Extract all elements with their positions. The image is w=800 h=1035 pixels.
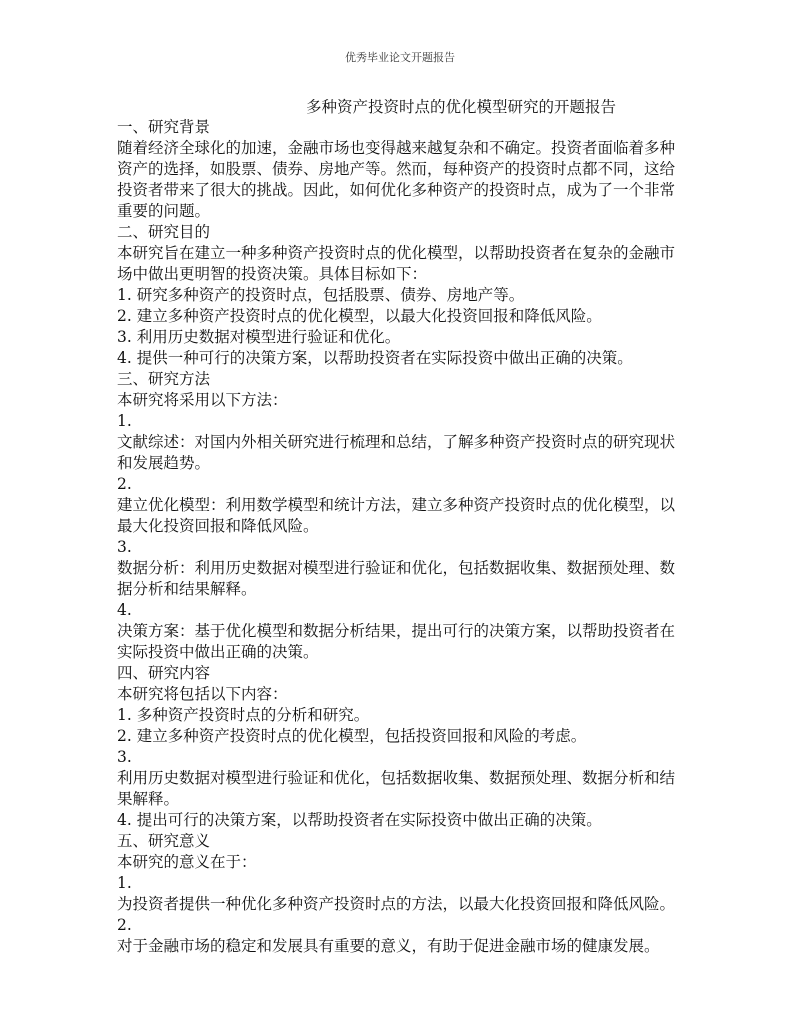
list-number: 1.	[117, 874, 132, 892]
section-heading: 二、研究目的	[117, 223, 211, 241]
paragraph-line: 和发展趋势。	[117, 454, 211, 472]
paragraph-line: 文献综述：对国内外相关研究进行梳理和总结，了解多种资产投资时点的研究现状	[117, 433, 676, 451]
paragraph-line: 数据分析：利用历史数据对模型进行验证和优化，包括数据收集、数据预处理、数	[117, 559, 676, 577]
paragraph-line: 为投资者提供一种优化多种资产投资时点的方法，以最大化投资回报和降低风险。	[117, 895, 676, 913]
paragraph-line: 据分析和结果解释。	[117, 580, 257, 598]
paragraph-line: 利用历史数据对模型进行验证和优化，包括数据收集、数据预处理、数据分析和结	[117, 769, 676, 787]
paragraph-line: 最大化投资回报和降低风险。	[117, 517, 319, 535]
paragraph-line: 本研究将包括以下内容：	[117, 685, 288, 703]
list-item: 2. 建立多种资产投资时点的优化模型，包括投资回报和风险的考虑。	[117, 727, 587, 745]
section-heading: 三、研究方法	[117, 370, 211, 388]
document-title: 多种资产投资时点的优化模型研究的开题报告	[306, 98, 617, 116]
list-item: 4. 提供一种可行的决策方案，以帮助投资者在实际投资中做出正确的决策。	[117, 349, 633, 367]
paragraph-line: 投资者带来了很大的挑战。因此，如何优化多种资产的投资时点，成为了一个非常	[117, 181, 676, 199]
paragraph-line: 重要的问题。	[117, 202, 211, 220]
paragraph-line: 本研究将采用以下方法：	[117, 391, 288, 409]
paragraph-line: 实际投资中做出正确的决策。	[117, 643, 319, 661]
section-heading: 五、研究意义	[117, 832, 211, 850]
paragraph-line: 果解释。	[117, 790, 180, 808]
list-number: 3.	[117, 748, 132, 766]
paragraph-line: 本研究的意义在于：	[117, 853, 257, 871]
section-heading: 一、研究背景	[117, 118, 211, 136]
list-number: 3.	[117, 538, 132, 556]
list-item: 2. 建立多种资产投资时点的优化模型，以最大化投资回报和降低风险。	[117, 307, 602, 325]
paragraph-line: 决策方案：基于优化模型和数据分析结果，提出可行的决策方案，以帮助投资者在	[117, 622, 676, 640]
list-item: 1. 研究多种资产的投资时点，包括股票、债券、房地产等。	[117, 286, 525, 304]
page-header: 优秀毕业论文开题报告	[345, 51, 455, 64]
paragraph-line: 建立优化模型：利用数学模型和统计方法，建立多种资产投资时点的优化模型，以	[117, 496, 676, 514]
list-number: 1.	[117, 412, 132, 430]
list-item: 3. 利用历史数据对模型进行验证和优化。	[117, 328, 401, 346]
paragraph-line: 对于金融市场的稳定和发展具有重要的意义，有助于促进金融市场的健康发展。	[117, 937, 660, 955]
list-item: 4. 提出可行的决策方案，以帮助投资者在实际投资中做出正确的决策。	[117, 811, 602, 829]
list-item: 1. 多种资产投资时点的分析和研究。	[117, 706, 370, 724]
document-body	[117, 117, 685, 957]
list-number: 2.	[117, 475, 132, 493]
paragraph-line: 随着经济全球化的加速，金融市场也变得越来越复杂和不确定。投资者面临着多种	[117, 139, 676, 157]
list-number: 4.	[117, 601, 132, 619]
paragraph-line: 本研究旨在建立一种多种资产投资时点的优化模型，以帮助投资者在复杂的金融市	[117, 244, 676, 262]
paragraph-line: 场中做出更明智的投资决策。具体目标如下：	[117, 265, 428, 283]
list-number: 2.	[117, 916, 132, 934]
paragraph-line: 资产的选择，如股票、债券、房地产等。然而，每种资产的投资时点都不同，这给	[117, 160, 676, 178]
section-heading: 四、研究内容	[117, 664, 211, 682]
